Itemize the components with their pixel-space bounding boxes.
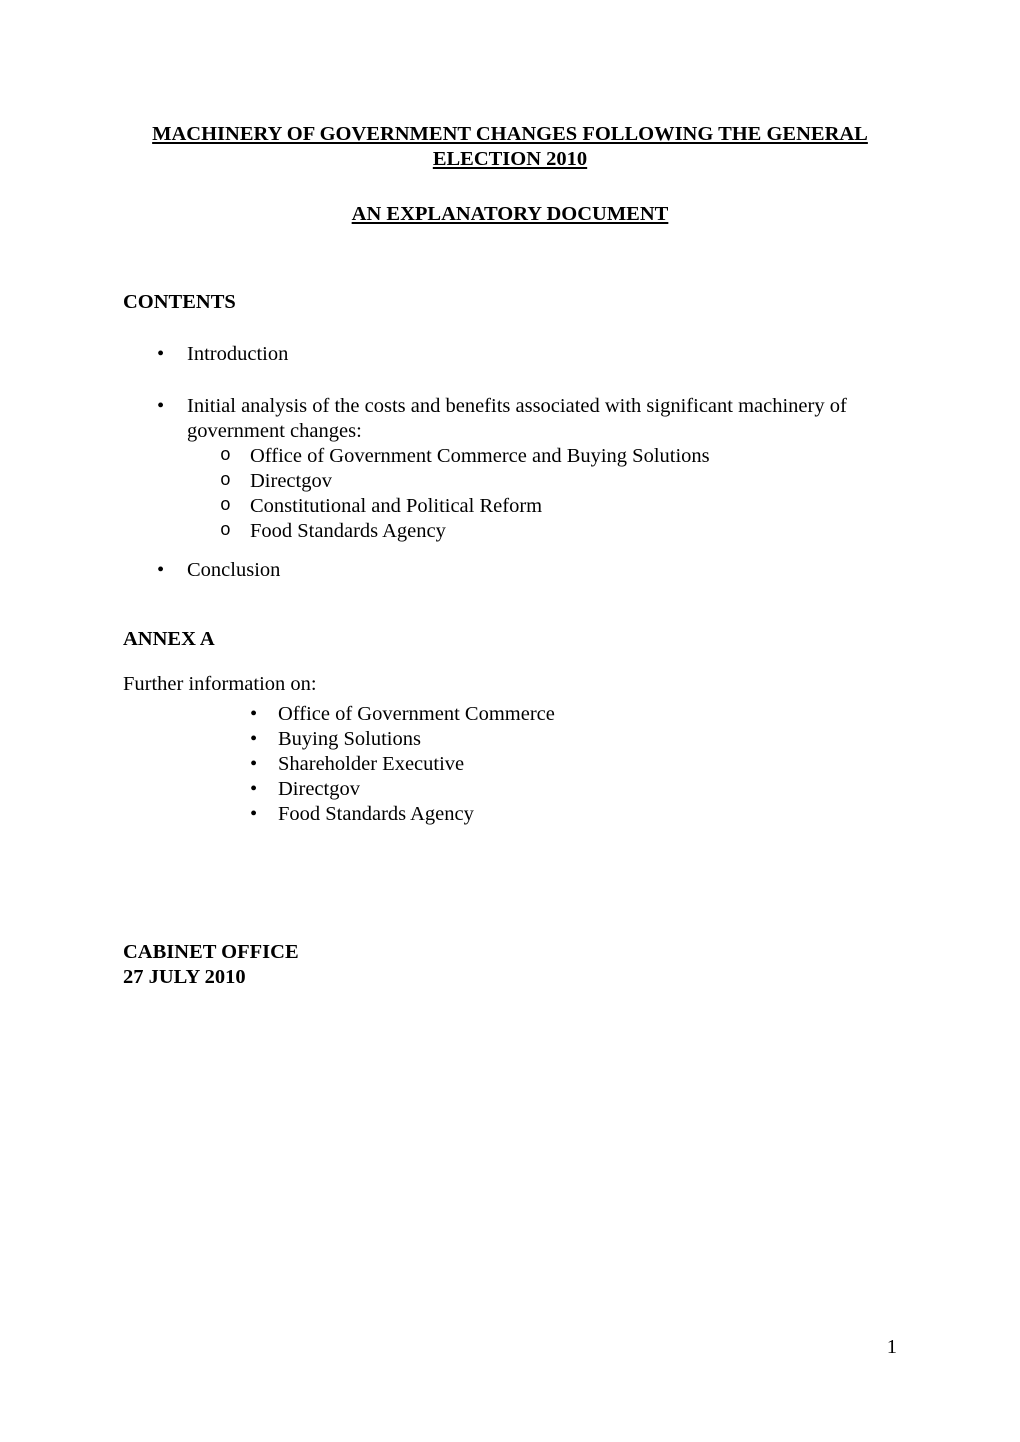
contents-heading: CONTENTS [123,291,236,313]
annex-list [123,702,897,827]
contents-subitem-label: Food Standards Agency [250,520,446,542]
annex-item-label: Shareholder Executive [278,753,465,775]
annex-item-buying-solutions [123,727,897,752]
page-number: 1 [886,1336,897,1358]
circle-bullet-icon: o [220,521,231,541]
contents-sublist [123,444,897,544]
annex-item-label: Office of Government Commerce [278,703,555,725]
contents-subitem-directgov [123,469,897,494]
annex-a-heading: ANNEX A [123,628,215,650]
bullet-icon: • [157,395,165,417]
annex-item-label: Food Standards Agency [278,803,474,825]
annex-item-shareholder-executive [123,752,897,777]
contents-subitem-label: Constitutional and Political Reform [250,495,543,517]
document-subtitle: AN EXPLANATORY DOCUMENT [351,203,669,225]
contents-subitem-ogc-buying-solutions [123,444,897,469]
date-label: 27 JULY 2010 [123,966,246,988]
contents-subitem-food-standards-agency [123,519,897,544]
bullet-icon: • [250,803,258,825]
bullet-icon: • [250,778,258,800]
circle-bullet-icon: o [220,471,231,491]
further-information-label: Further information on: [123,673,317,695]
document-subtitle-row [123,202,897,227]
document-title-line-1: MACHINERY OF GOVERNMENT CHANGES FOLLOWING THE GENERAL [152,123,868,145]
annex-item-directgov [123,777,897,802]
contents-item-line: Initial analysis of the costs and benefits associated with significant machinery of [187,395,847,417]
contents-item-label: Introduction [187,343,289,365]
bullet-icon: • [157,343,165,365]
circle-bullet-icon: o [220,446,231,466]
bullet-icon: • [250,703,258,725]
contents-item-introduction [123,342,897,367]
annex-item-label: Directgov [278,778,360,800]
bullet-icon: • [250,753,258,775]
document-title-line-2: ELECTION 2010 [432,148,588,170]
bullet-icon: • [157,559,165,581]
contents-subitem-constitutional-political-reform [123,494,897,519]
annex-item-label: Buying Solutions [278,728,421,750]
cabinet-office-label: CABINET OFFICE [123,941,299,963]
contents-item-initial-analysis [123,394,897,444]
circle-bullet-icon: o [220,496,231,516]
contents-subitem-label: Directgov [250,470,332,492]
signature-block [123,940,897,990]
contents-item-label: Conclusion [187,559,281,581]
contents-item-line: government changes: [187,420,362,442]
bullet-icon: • [250,728,258,750]
contents-subitem-label: Office of Government Commerce and Buying Solutions [250,445,710,467]
contents-item-conclusion [123,558,897,583]
document-title [123,122,897,172]
annex-item-food-standards-agency [123,802,897,827]
annex-item-office-of-government-commerce [123,702,897,727]
